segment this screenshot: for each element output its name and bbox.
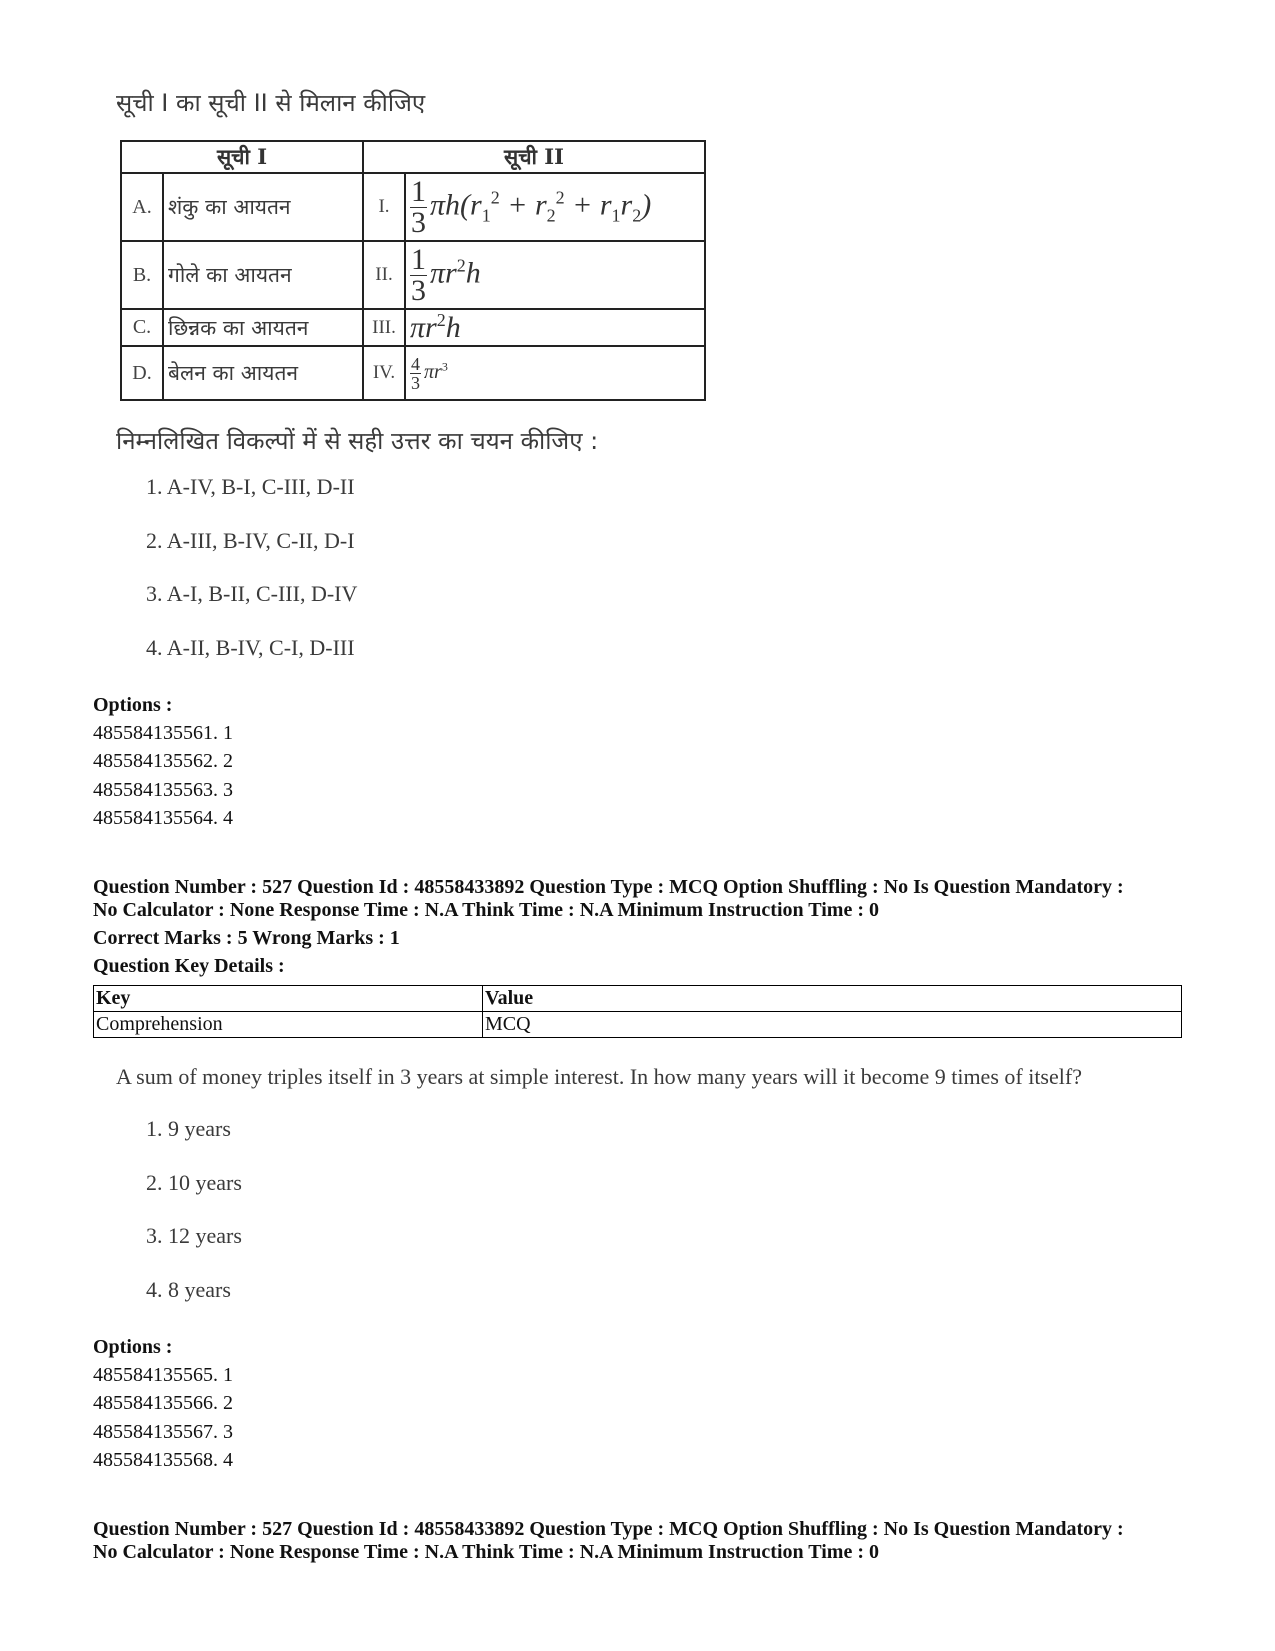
formula-frustum: $\frac{1}{3}$ $\pi h(r_1^2 + r_2^2 + r_1r_2)$ bbox=[405, 173, 705, 241]
row-d-label: D. bbox=[121, 346, 163, 400]
row-d-text: बेलन का आयतन bbox=[163, 346, 363, 400]
match-table bbox=[120, 140, 706, 401]
choice-item: 1. 9 years bbox=[146, 1116, 231, 1141]
meta-line-2: No Calculator : None Response Time : N.A Think Time : N.A Minimum Instruction Time : 0 bbox=[93, 899, 879, 921]
list-1-header: सूची I bbox=[121, 141, 363, 173]
question-2-meta bbox=[93, 876, 1203, 922]
row-iv-label: IV. bbox=[363, 346, 405, 400]
row-iii-label: III. bbox=[363, 309, 405, 346]
row-i-label: I. bbox=[363, 173, 405, 241]
formula-sphere: $\frac{4}{3}$ $\pi r^3$ bbox=[405, 346, 705, 400]
choose-instruction: निम्नलिखित विकल्पों में से सही उत्तर का चयन कीजिए : bbox=[116, 427, 599, 455]
choice-item: 4. 8 years bbox=[146, 1276, 231, 1302]
formula-cylinder: $\pi r^2h$ bbox=[405, 309, 705, 346]
choice-item: 2. A-III, B-IV, C-II, D-I bbox=[146, 527, 355, 553]
marks-line: Correct Marks : 5 Wrong Marks : 1 bbox=[93, 927, 400, 949]
options-label: Options : bbox=[93, 694, 173, 716]
option-id: 485584135565. 1 bbox=[93, 1364, 233, 1386]
option-id: 485584135561. 1 bbox=[93, 722, 233, 744]
option-id: 485584135564. 4 bbox=[93, 806, 233, 829]
row-b-label: B. bbox=[121, 241, 163, 309]
choice-item: 2. 10 years bbox=[146, 1169, 242, 1195]
row-c-label: C. bbox=[121, 309, 163, 346]
meta-line-1: Question Number : 527 Question Id : 48558433892 Question Type : MCQ Option Shuffling : No Is Question Mandatory : bbox=[93, 876, 1124, 898]
value-header: Value bbox=[483, 986, 1182, 1012]
key-details-label: Question Key Details : bbox=[93, 955, 285, 977]
option-id: 485584135566. 2 bbox=[93, 1392, 233, 1415]
option-id: 485584135568. 4 bbox=[93, 1448, 233, 1471]
list-2-header: सूची II bbox=[363, 141, 705, 173]
choice-item: 4. A-II, B-IV, C-I, D-III bbox=[146, 634, 355, 660]
formula-cone: $\frac{1}{3}$ $\pi r^2h$ bbox=[405, 241, 705, 309]
choice-item: 3. A-I, B-II, C-III, D-IV bbox=[146, 581, 358, 606]
question-3-meta bbox=[93, 1518, 1203, 1564]
row-c-text: छिन्नक का आयतन bbox=[163, 309, 363, 346]
meta-line-2: No Calculator : None Response Time : N.A Think Time : N.A Minimum Instruction Time : 0 bbox=[93, 1541, 879, 1563]
row-a-text: शंकु का आयतन bbox=[163, 173, 363, 241]
choice-item: 1. A-IV, B-I, C-III, D-II bbox=[146, 474, 355, 499]
key-details-table bbox=[93, 985, 1182, 1038]
question-1-options bbox=[93, 722, 233, 835]
question-1-title: सूची I का सूची II से मिलान कीजिए bbox=[116, 89, 426, 117]
row-a-label: A. bbox=[121, 173, 163, 241]
row-ii-label: II. bbox=[363, 241, 405, 309]
question-2-text: A sum of money triples itself in 3 years at simple interest. In how many years will it become 9 times of itself? bbox=[116, 1064, 1082, 1089]
question-1-choices bbox=[146, 474, 357, 688]
option-id: 485584135563. 3 bbox=[93, 778, 233, 801]
options-label: Options : bbox=[93, 1336, 173, 1358]
row-b-text: गोले का आयतन bbox=[163, 241, 363, 309]
meta-line-1: Question Number : 527 Question Id : 48558433892 Question Type : MCQ Option Shuffling : No Is Question Mandatory : bbox=[93, 1518, 1124, 1540]
option-id: 485584135562. 2 bbox=[93, 750, 233, 773]
key-header: Key bbox=[94, 986, 483, 1012]
choice-item: 3. 12 years bbox=[146, 1223, 242, 1248]
key-cell: Comprehension bbox=[94, 1012, 483, 1038]
value-cell: MCQ bbox=[483, 1012, 1182, 1038]
question-2-choices bbox=[146, 1116, 242, 1330]
option-id: 485584135567. 3 bbox=[93, 1420, 233, 1443]
question-2-options bbox=[93, 1364, 233, 1477]
